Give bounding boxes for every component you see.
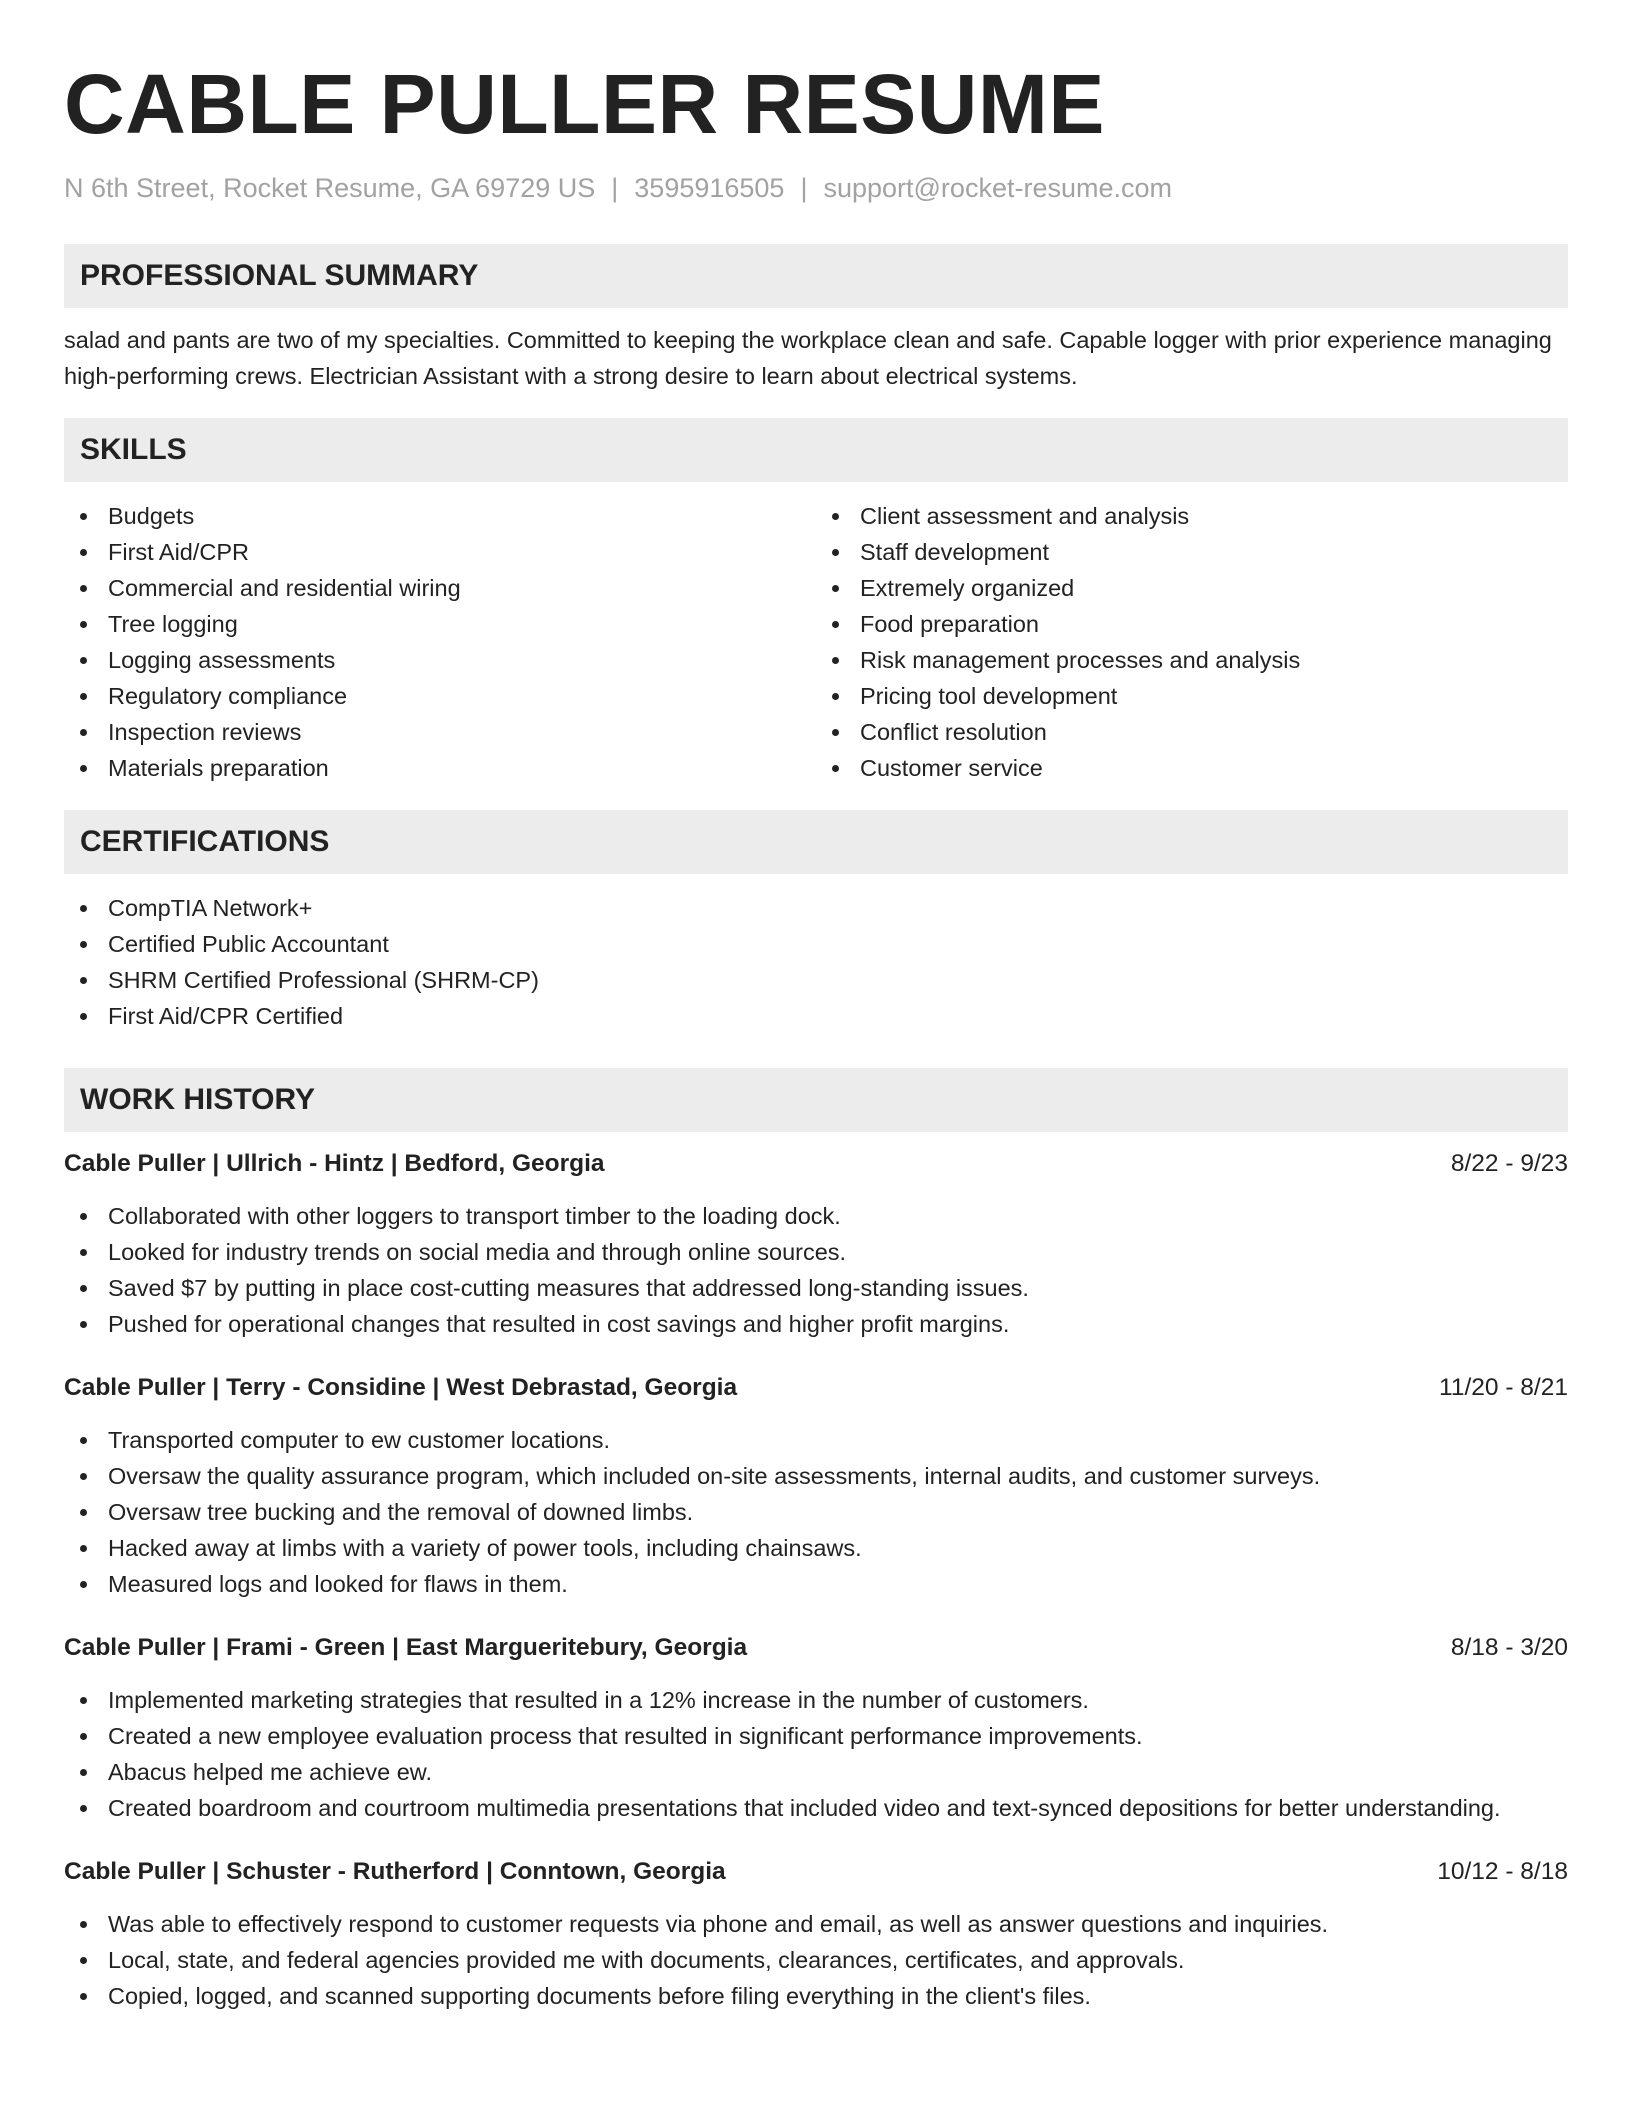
job-header [64, 1854, 1568, 1890]
skill-item: Client assessment and analysis [816, 498, 1568, 534]
job-bullet: Copied, logged, and scanned supporting documents before filing everything in the client's files. [64, 1978, 1568, 2014]
job-entry [64, 1854, 1568, 2014]
job-bullet: Oversaw tree bucking and the removal of downed limbs. [64, 1494, 1568, 1530]
job-bullet: Measured logs and looked for flaws in them. [64, 1566, 1568, 1602]
job-dates: 10/12 - 8/18 [1437, 1858, 1568, 1885]
summary-text: salad and pants are two of my specialties. Committed to keeping the workplace clean and safe. Capable logger with prior experience managing high-performing crews. Electrician Assistant with a strong desire to learn about electrical systems. [64, 327, 1552, 389]
skill-item: Logging assessments [64, 642, 816, 678]
skill-item: Budgets [64, 498, 816, 534]
job-bullet: Implemented marketing strategies that resulted in a 12% increase in the number of customers. [64, 1682, 1568, 1718]
job-bullets [64, 1422, 1568, 1602]
job-entry [64, 1146, 1568, 1342]
contact-address: N 6th Street, Rocket Resume, GA 69729 US [64, 173, 596, 203]
job-bullets [64, 1198, 1568, 1342]
resume-page [64, 0, 1568, 2014]
skill-item: Conflict resolution [816, 714, 1568, 750]
job-bullet: Collaborated with other loggers to transport timber to the loading dock. [64, 1198, 1568, 1234]
skills-list [64, 498, 1568, 786]
contact-line [64, 172, 1568, 204]
contact-separator: | [800, 173, 808, 203]
job-bullets [64, 1682, 1568, 1826]
contact-separator: | [611, 173, 619, 203]
resume-title: CABLE PULLER RESUME [64, 57, 1105, 151]
certifications-list [64, 890, 1568, 1034]
job-bullet: Oversaw the quality assurance program, which included on-site assessments, internal audits, and customer surveys. [64, 1458, 1568, 1494]
job-entry [64, 1370, 1568, 1602]
skill-item: Inspection reviews [64, 714, 816, 750]
job-bullet: Looked for industry trends on social media and through online sources. [64, 1234, 1568, 1270]
job-header [64, 1146, 1568, 1182]
job-bullet: Hacked away at limbs with a variety of power tools, including chainsaws. [64, 1530, 1568, 1566]
certification-item: SHRM Certified Professional (SHRM-CP) [64, 962, 1568, 998]
certification-item: First Aid/CPR Certified [64, 998, 1568, 1034]
skill-item: Staff development [816, 534, 1568, 570]
skill-item: Regulatory compliance [64, 678, 816, 714]
contact-phone: 3595916505 [634, 173, 785, 203]
job-dates: 8/22 - 9/23 [1450, 1150, 1568, 1177]
job-bullet: Abacus helped me achieve ew. [64, 1754, 1568, 1790]
job-header [64, 1630, 1568, 1666]
skill-item: Extremely organized [816, 570, 1568, 606]
job-header [64, 1370, 1568, 1406]
skill-item: Commercial and residential wiring [64, 570, 816, 606]
job-bullet: Created a new employee evaluation process that resulted in significant performance improvements. [64, 1718, 1568, 1754]
job-bullet: Transported computer to ew customer locations. [64, 1422, 1568, 1458]
skills-column-left [64, 498, 816, 786]
skill-item: Materials preparation [64, 750, 816, 786]
job-title: Cable Puller | Ullrich - Hintz | Bedford, Georgia [64, 1150, 605, 1177]
job-bullets [64, 1906, 1568, 2014]
skills-column-right [816, 498, 1568, 786]
certifications-heading: CERTIFICATIONS [64, 810, 1568, 874]
skill-item: Pricing tool development [816, 678, 1568, 714]
job-bullet: Local, state, and federal agencies provided me with documents, clearances, certificates, and approvals. [64, 1942, 1568, 1978]
job-bullet: Pushed for operational changes that resulted in cost savings and higher profit margins. [64, 1306, 1568, 1342]
job-bullet: Created boardroom and courtroom multimedia presentations that included video and text-synced depositions for better understanding. [64, 1790, 1568, 1826]
certification-item: CompTIA Network+ [64, 890, 1568, 926]
work-history-heading: WORK HISTORY [64, 1068, 1568, 1132]
skill-item: Food preparation [816, 606, 1568, 642]
job-title: Cable Puller | Schuster - Rutherford | Conntown, Georgia [64, 1858, 726, 1885]
job-title: Cable Puller | Frami - Green | East Margueritebury, Georgia [64, 1634, 748, 1661]
skill-item: Risk management processes and analysis [816, 642, 1568, 678]
certification-item: Certified Public Accountant [64, 926, 1568, 962]
job-bullet: Saved $7 by putting in place cost-cutting measures that addressed long-standing issues. [64, 1270, 1568, 1306]
skill-item: Tree logging [64, 606, 816, 642]
job-entry [64, 1630, 1568, 1826]
skills-heading: SKILLS [64, 418, 1568, 482]
job-dates: 11/20 - 8/21 [1439, 1374, 1568, 1401]
job-dates: 8/18 - 3/20 [1450, 1634, 1568, 1661]
summary-heading: PROFESSIONAL SUMMARY [64, 244, 1568, 308]
contact-email[interactable]: support@rocket-resume.com [823, 173, 1172, 203]
job-title: Cable Puller | Terry - Considine | West Debrastad, Georgia [64, 1374, 738, 1401]
skill-item: First Aid/CPR [64, 534, 816, 570]
job-bullet: Was able to effectively respond to customer requests via phone and email, as well as answer questions and inquiries. [64, 1906, 1568, 1942]
skill-item: Customer service [816, 750, 1568, 786]
